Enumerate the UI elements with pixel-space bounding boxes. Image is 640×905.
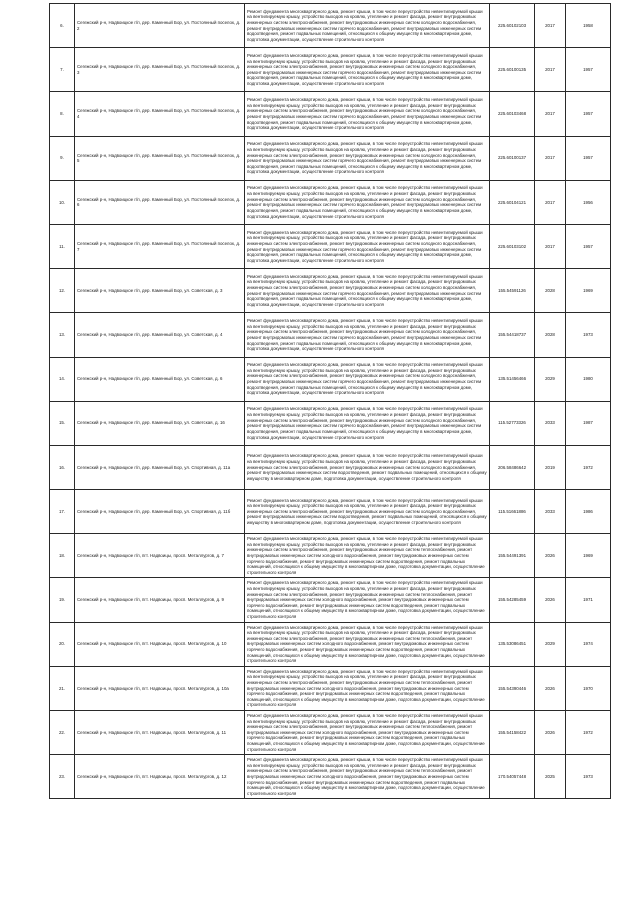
repair-year-cell: 2017 xyxy=(535,48,566,92)
build-year-cell: 1971 xyxy=(566,578,611,622)
works-cell: Ремонт фундамента многоквартирного дома, ремонт крыши, в том числе переустройство невентилируемой крыши на вентилируемую крышу, устройство выходов на кровлю, утепление и ремонт фасада, ремонт внутридомовых инженерных систем электроснабжения, ремонт внутридомовых инженерных систем холодного водоснабжения, ремонт внутридомовых инженерных систем горячего водоснабжения, ремонт внутридомовых инженерных систем водоотведения, ремонт подвальных помещений, относящихся к общему имуществу в многоквартирном доме, подготовка документации, осуществление строительного контроля xyxy=(245,357,490,401)
row-number: 15. xyxy=(50,401,75,445)
table-row xyxy=(50,313,611,357)
repair-year-cell: 2019 xyxy=(535,445,566,489)
works-cell: Ремонт фундамента многоквартирного дома, ремонт крыши, в том числе переустройство невентилируемой крыши на вентилируемую крышу, устройство выходов на кровлю, утепление и ремонт фасада, ремонт внутридомовых инженерных систем электроснабжения, ремонт внутридомовых инженерных систем теплоснабжения, ремонт внутридомовых инженерных систем холодного водоснабжения, ремонт внутридомовых инженерных систем горячего водоснабжения, ремонт внутридомовых инженерных систем водоотведения, ремонт подвальных помещений, относящихся к общему имуществу в многоквартирном доме, подготовка документации, осуществление строительного контроля xyxy=(245,755,490,799)
build-year-cell: 1974 xyxy=(566,622,611,666)
repair-year-cell: 2026 xyxy=(535,578,566,622)
repair-year-cell: 2026 xyxy=(535,666,566,710)
table-row xyxy=(50,401,611,445)
works-cell: Ремонт фундамента многоквартирного дома, ремонт крыши, в том числе переустройство невентилируемой крыши на вентилируемую крышу, устройство выходов на кровлю, утепление и ремонт фасада, ремонт внутридомовых инженерных систем электроснабжения, ремонт внутридомовых инженерных систем теплоснабжения, ремонт внутридомовых инженерных систем холодного водоснабжения, ремонт внутридомовых инженерных систем горячего водоснабжения, ремонт внутридомовых инженерных систем водоотведения, ремонт подвальных помещений, относящихся к общему имуществу в многоквартирном доме, подготовка документации, осуществление строительного контроля xyxy=(245,711,490,755)
build-year-cell: 1957 xyxy=(566,136,611,180)
repair-year-cell: 2029 xyxy=(535,622,566,666)
works-cell: Ремонт фундамента многоквартирного дома, ремонт крыши, в том числе переустройство невентилируемой крыши на вентилируемую крышу, устройство выходов на кровлю, утепление и ремонт фасада, ремонт внутридомовых инженерных систем электроснабжения, ремонт внутридомовых инженерных систем холодного водоснабжения, ремонт внутридомовых инженерных систем горячего водоснабжения, ремонт внутридомовых инженерных систем водоотведения, ремонт подвальных помещений, относящихся к общему имуществу в многоквартирном доме, подготовка документации, осуществление строительного контроля xyxy=(245,180,490,224)
table-row xyxy=(50,269,611,313)
works-cell: Ремонт фундамента многоквартирного дома, ремонт крыши, в том числе переустройство невентилируемой крыши на вентилируемую крышу, устройство выходов на кровлю, утепление и ремонт фасада, ремонт внутридомовых инженерных систем электроснабжения, ремонт внутридомовых инженерных систем холодного водоснабжения, ремонт внутридомовых инженерных систем горячего водоснабжения, ремонт внутридомовых инженерных систем водоотведения, ремонт подвальных помещений, относящихся к общему имуществу в многоквартирном доме, подготовка документации, осуществление строительного контроля xyxy=(245,4,490,48)
address-cell: Сегежский р-н, Надвоицкое г/п, дер. Каменный Бор, ул. Советская, д. 3 xyxy=(75,269,245,313)
address-cell: Сегежский р-н, Надвоицкое г/п, дер. Каменный Бор, ул. Спортивная, д. 11б xyxy=(75,490,245,534)
table-row xyxy=(50,445,611,489)
build-year-cell: 1986 xyxy=(566,490,611,534)
build-year-cell: 1973 xyxy=(566,755,611,799)
repair-year-cell: 2026 xyxy=(535,711,566,755)
cost-cell: 155.54591126 xyxy=(490,269,535,313)
row-number: 9. xyxy=(50,136,75,180)
table-body xyxy=(50,4,611,799)
cost-cell: 206.58486642 xyxy=(490,445,535,489)
row-number: 19. xyxy=(50,578,75,622)
repair-year-cell: 2017 xyxy=(535,224,566,268)
address-cell: Сегежский р-н, Надвоицкое г/п, дер. Каменный Бор, ул. Советская, д. 4 xyxy=(75,313,245,357)
build-year-cell: 1957 xyxy=(566,224,611,268)
table-row xyxy=(50,711,611,755)
build-year-cell: 1970 xyxy=(566,666,611,710)
address-cell: Сегежский р-н, Надвоицкое г/п, дер. Каменный Бор, ул. Советская, д. 16 xyxy=(75,401,245,445)
works-cell: Ремонт фундамента многоквартирного дома, ремонт крыши, в том числе переустройство невентилируемой крыши на вентилируемую крышу, устройство выходов на кровлю, утепление и ремонт фасада, ремонт внутридомовых инженерных систем электроснабжения, ремонт внутридомовых инженерных систем холодного водоснабжения, ремонт внутридомовых инженерных систем горячего водоснабжения, ремонт внутридомовых инженерных систем водоотведения, ремонт подвальных помещений, относящихся к общему имуществу в многоквартирном доме, подготовка документации, осуществление строительного контроля xyxy=(245,269,490,313)
row-number: 10. xyxy=(50,180,75,224)
cost-cell: 225.60103468 xyxy=(490,92,535,136)
works-cell: Ремонт фундамента многоквартирного дома, ремонт крыши, в том числе переустройство невентилируемой крыши на вентилируемую крышу, устройство выходов на кровлю, утепление и ремонт фасада, ремонт внутридомовых инженерных систем электроснабжения, ремонт внутридомовых инженерных систем теплоснабжения, ремонт внутридомовых инженерных систем холодного водоснабжения, ремонт внутридомовых инженерных систем горячего водоснабжения, ремонт внутридомовых инженерных систем водоотведения, ремонт подвальных помещений, относящихся к общему имуществу в многоквартирном доме, подготовка документации, осуществление строительного контроля xyxy=(245,622,490,666)
address-cell: Сегежский р-н, Надвоицкое г/п, дер. Каменный Бор, ул. Постоянный поселок, д. 7 xyxy=(75,224,245,268)
table-row xyxy=(50,357,611,401)
row-number: 8. xyxy=(50,92,75,136)
build-year-cell: 1956 xyxy=(566,180,611,224)
cost-cell: 225.60103102 xyxy=(490,224,535,268)
row-number: 7. xyxy=(50,48,75,92)
build-year-cell: 1972 xyxy=(566,711,611,755)
cost-cell: 135.51456466 xyxy=(490,357,535,401)
row-number: 14. xyxy=(50,357,75,401)
table-row xyxy=(50,578,611,622)
works-cell: Ремонт фундамента многоквартирного дома, ремонт крыши, в том числе переустройство невентилируемой крыши на вентилируемую крышу, устройство выходов на кровлю, утепление и ремонт фасада, ремонт внутридомовых инженерных систем электроснабжения, ремонт внутридомовых инженерных систем холодного водоснабжения, ремонт внутридомовых инженерных систем водоотведения, ремонт подвальных помещений, относящихся к общему имуществу в многоквартирном доме, подготовка документации, осуществление строительного контроля xyxy=(245,490,490,534)
build-year-cell: 1969 xyxy=(566,534,611,578)
repair-year-cell: 2029 xyxy=(535,357,566,401)
table-row xyxy=(50,755,611,799)
table-row xyxy=(50,224,611,268)
cost-cell: 225.60100137 xyxy=(490,136,535,180)
address-cell: Сегежский р-н, Надвоицкое г/п, дер. Каменный Бор, ул. Постоянный поселок, д. 6 xyxy=(75,180,245,224)
row-number: 18. xyxy=(50,534,75,578)
row-number: 6. xyxy=(50,4,75,48)
table-row xyxy=(50,534,611,578)
cost-cell: 115.52773326 xyxy=(490,401,535,445)
cost-cell: 155.54491391 xyxy=(490,534,535,578)
repair-year-cell: 2017 xyxy=(535,4,566,48)
works-cell: Ремонт фундамента многоквартирного дома, ремонт крыши, в том числе переустройство невентилируемой крыши на вентилируемую крышу, устройство выходов на кровлю, утепление и ремонт фасада, ремонт внутридомовых инженерных систем электроснабжения, ремонт внутридомовых инженерных систем холодного водоснабжения, ремонт внутридомовых инженерных систем горячего водоснабжения, ремонт внутридомовых инженерных систем водоотведения, ремонт подвальных помещений, относящихся к общему имуществу в многоквартирном доме, подготовка документации, осуществление строительного контроля xyxy=(245,136,490,180)
table-row xyxy=(50,666,611,710)
repair-year-cell: 2028 xyxy=(535,269,566,313)
row-number: 20. xyxy=(50,622,75,666)
works-cell: Ремонт фундамента многоквартирного дома, ремонт крыши, в том числе переустройство невентилируемой крыши на вентилируемую крышу, устройство выходов на кровлю, утепление и ремонт фасада, ремонт внутридомовых инженерных систем электроснабжения, ремонт внутридомовых инженерных систем теплоснабжения, ремонт внутридомовых инженерных систем холодного водоснабжения, ремонт внутридомовых инженерных систем горячего водоснабжения, ремонт внутридомовых инженерных систем водоотведения, ремонт подвальных помещений, относящихся к общему имуществу в многоквартирном доме, подготовка документации, осуществление строительного контроля xyxy=(245,534,490,578)
row-number: 13. xyxy=(50,313,75,357)
repair-year-cell: 2017 xyxy=(535,92,566,136)
address-cell: Сегежский р-н, Надвоицкое г/п, дер. Каменный Бор, ул. Постоянный поселок, д. 5 xyxy=(75,136,245,180)
repair-year-cell: 2028 xyxy=(535,313,566,357)
address-cell: Сегежский р-н, Надвоицкое г/п, дер. Каменный Бор, ул. Советская, д. 6 xyxy=(75,357,245,401)
address-cell: Сегежский р-н, Надвоицкое г/п, пгт. Надвоицы, просп. Металлургов, д. 11 xyxy=(75,711,245,755)
works-cell: Ремонт фундамента многоквартирного дома, ремонт крыши, в том числе переустройство невентилируемой крыши на вентилируемую крышу, устройство выходов на кровлю, утепление и ремонт фасада, ремонт внутридомовых инженерных систем электроснабжения, ремонт внутридомовых инженерных систем холодного водоснабжения, ремонт внутридомовых инженерных систем горячего водоснабжения, ремонт внутридомовых инженерных систем водоотведения, ремонт подвальных помещений, относящихся к общему имуществу в многоквартирном доме, подготовка документации, осуществление строительного контроля xyxy=(245,224,490,268)
address-cell: Сегежский р-н, Надвоицкое г/п, дер. Каменный Бор, ул. Постоянный поселок, д. 2 xyxy=(75,4,245,48)
cost-cell: 170.54057448 xyxy=(490,755,535,799)
address-cell: Сегежский р-н, Надвоицкое г/п, пгт. Надвоицы, просп. Металлургов, д. 10 xyxy=(75,622,245,666)
table-row xyxy=(50,490,611,534)
works-cell: Ремонт фундамента многоквартирного дома, ремонт крыши, в том числе переустройство невентилируемой крыши на вентилируемую крышу, устройство выходов на кровлю, утепление и ремонт фасада, ремонт внутридомовых инженерных систем электроснабжения, ремонт внутридомовых инженерных систем холодного водоснабжения, ремонт внутридомовых инженерных систем водоотведения, ремонт подвальных помещений, относящихся к общему имуществу в многоквартирном доме, подготовка документации, осуществление строительного контроля xyxy=(245,445,490,489)
build-year-cell: 1969 xyxy=(566,269,611,313)
address-cell: Сегежский р-н, Надвоицкое г/п, дер. Каменный Бор, ул. Спортивная, д. 11а xyxy=(75,445,245,489)
row-number: 21. xyxy=(50,666,75,710)
works-cell: Ремонт фундамента многоквартирного дома, ремонт крыши, в том числе переустройство невентилируемой крыши на вентилируемую крышу, устройство выходов на кровлю, утепление и ремонт фасада, ремонт внутридомовых инженерных систем электроснабжения, ремонт внутридомовых инженерных систем холодного водоснабжения, ремонт внутридомовых инженерных систем горячего водоснабжения, ремонт внутридомовых инженерных систем водоотведения, ремонт подвальных помещений, относящихся к общему имуществу в многоквартирном доме, подготовка документации, осуществление строительного контроля xyxy=(245,313,490,357)
cost-cell: 225.60104121 xyxy=(490,180,535,224)
address-cell: Сегежский р-н, Надвоицкое г/п, пгт. Надвоицы, просп. Металлургов, д. 9 xyxy=(75,578,245,622)
row-number: 23. xyxy=(50,755,75,799)
repair-year-cell: 2025 xyxy=(535,755,566,799)
build-year-cell: 1987 xyxy=(566,401,611,445)
address-cell: Сегежский р-н, Надвоицкое г/п, пгт. Надвоицы, просп. Металлургов, д. 12 xyxy=(75,755,245,799)
build-year-cell: 1972 xyxy=(566,445,611,489)
cost-cell: 155.54390446 xyxy=(490,666,535,710)
row-number: 11. xyxy=(50,224,75,268)
table-row xyxy=(50,48,611,92)
build-year-cell: 1973 xyxy=(566,313,611,357)
cost-cell: 225.60100135 xyxy=(490,48,535,92)
table-row xyxy=(50,4,611,48)
build-year-cell: 1958 xyxy=(566,4,611,48)
address-cell: Сегежский р-н, Надвоицкое г/п, дер. Каменный Бор, ул. Постоянный поселок, д. 4 xyxy=(75,92,245,136)
repair-program-table xyxy=(49,3,611,799)
cost-cell: 155.54285459 xyxy=(490,578,535,622)
build-year-cell: 1980 xyxy=(566,357,611,401)
cost-cell: 155.54158422 xyxy=(490,711,535,755)
row-number: 16. xyxy=(50,445,75,489)
cost-cell: 135.53086451 xyxy=(490,622,535,666)
works-cell: Ремонт фундамента многоквартирного дома, ремонт крыши, в том числе переустройство невентилируемой крыши на вентилируемую крышу, устройство выходов на кровлю, утепление и ремонт фасада, ремонт внутридомовых инженерных систем электроснабжения, ремонт внутридомовых инженерных систем холодного водоснабжения, ремонт внутридомовых инженерных систем горячего водоснабжения, ремонт внутридомовых инженерных систем водоотведения, ремонт подвальных помещений, относящихся к общему имуществу в многоквартирном доме, подготовка документации, осуществление строительного контроля xyxy=(245,92,490,136)
cost-cell: 115.51661886 xyxy=(490,490,535,534)
works-cell: Ремонт фундамента многоквартирного дома, ремонт крыши, в том числе переустройство невентилируемой крыши на вентилируемую крышу, устройство выходов на кровлю, утепление и ремонт фасада, ремонт внутридомовых инженерных систем электроснабжения, ремонт внутридомовых инженерных систем теплоснабжения, ремонт внутридомовых инженерных систем холодного водоснабжения, ремонт внутридомовых инженерных систем горячего водоснабжения, ремонт внутридомовых инженерных систем водоотведения, ремонт подвальных помещений, относящихся к общему имуществу в многоквартирном доме, подготовка документации, осуществление строительного контроля xyxy=(245,578,490,622)
row-number: 22. xyxy=(50,711,75,755)
works-cell: Ремонт фундамента многоквартирного дома, ремонт крыши, в том числе переустройство невентилируемой крыши на вентилируемую крышу, устройство выходов на кровлю, утепление и ремонт фасада, ремонт внутридомовых инженерных систем электроснабжения, ремонт внутридомовых инженерных систем холодного водоснабжения, ремонт внутридомовых инженерных систем горячего водоснабжения, ремонт внутридомовых инженерных систем водоотведения, ремонт подвальных помещений, относящихся к общему имуществу в многоквартирном доме, подготовка документации, осуществление строительного контроля xyxy=(245,48,490,92)
table-row xyxy=(50,180,611,224)
repair-year-cell: 2017 xyxy=(535,136,566,180)
address-cell: Сегежский р-н, Надвоицкое г/п, дер. Каменный Бор, ул. Постоянный поселок, д. 3 xyxy=(75,48,245,92)
table-row xyxy=(50,622,611,666)
cost-cell: 155.54418737 xyxy=(490,313,535,357)
repair-year-cell: 2017 xyxy=(535,180,566,224)
repair-year-cell: 2033 xyxy=(535,490,566,534)
build-year-cell: 1957 xyxy=(566,92,611,136)
cost-cell: 225.60102103 xyxy=(490,4,535,48)
repair-year-cell: 2033 xyxy=(535,401,566,445)
build-year-cell: 1957 xyxy=(566,48,611,92)
address-cell: Сегежский р-н, Надвоицкое г/п, пгт. Надвоицы, просп. Металлургов, д. 7 xyxy=(75,534,245,578)
table-row xyxy=(50,136,611,180)
works-cell: Ремонт фундамента многоквартирного дома, ремонт крыши, в том числе переустройство невентилируемой крыши на вентилируемую крышу, устройство выходов на кровлю, утепление и ремонт фасада, ремонт внутридомовых инженерных систем электроснабжения, ремонт внутридомовых инженерных систем холодного водоснабжения, ремонт внутридомовых инженерных систем горячего водоснабжения, ремонт внутридомовых инженерных систем водоотведения, ремонт подвальных помещений, относящихся к общему имуществу в многоквартирном доме, подготовка документации, осуществление строительного контроля xyxy=(245,401,490,445)
row-number: 12. xyxy=(50,269,75,313)
address-cell: Сегежский р-н, Надвоицкое г/п, пгт. Надвоицы, просп. Металлургов, д. 10а xyxy=(75,666,245,710)
table-row xyxy=(50,92,611,136)
works-cell: Ремонт фундамента многоквартирного дома, ремонт крыши, в том числе переустройство невентилируемой крыши на вентилируемую крышу, устройство выходов на кровлю, утепление и ремонт фасада, ремонт внутридомовых инженерных систем электроснабжения, ремонт внутридомовых инженерных систем теплоснабжения, ремонт внутридомовых инженерных систем холодного водоснабжения, ремонт внутридомовых инженерных систем горячего водоснабжения, ремонт внутридомовых инженерных систем водоотведения, ремонт подвальных помещений, относящихся к общему имуществу в многоквартирном доме, подготовка документации, осуществление строительного контроля xyxy=(245,666,490,710)
repair-year-cell: 2026 xyxy=(535,534,566,578)
row-number: 17. xyxy=(50,490,75,534)
